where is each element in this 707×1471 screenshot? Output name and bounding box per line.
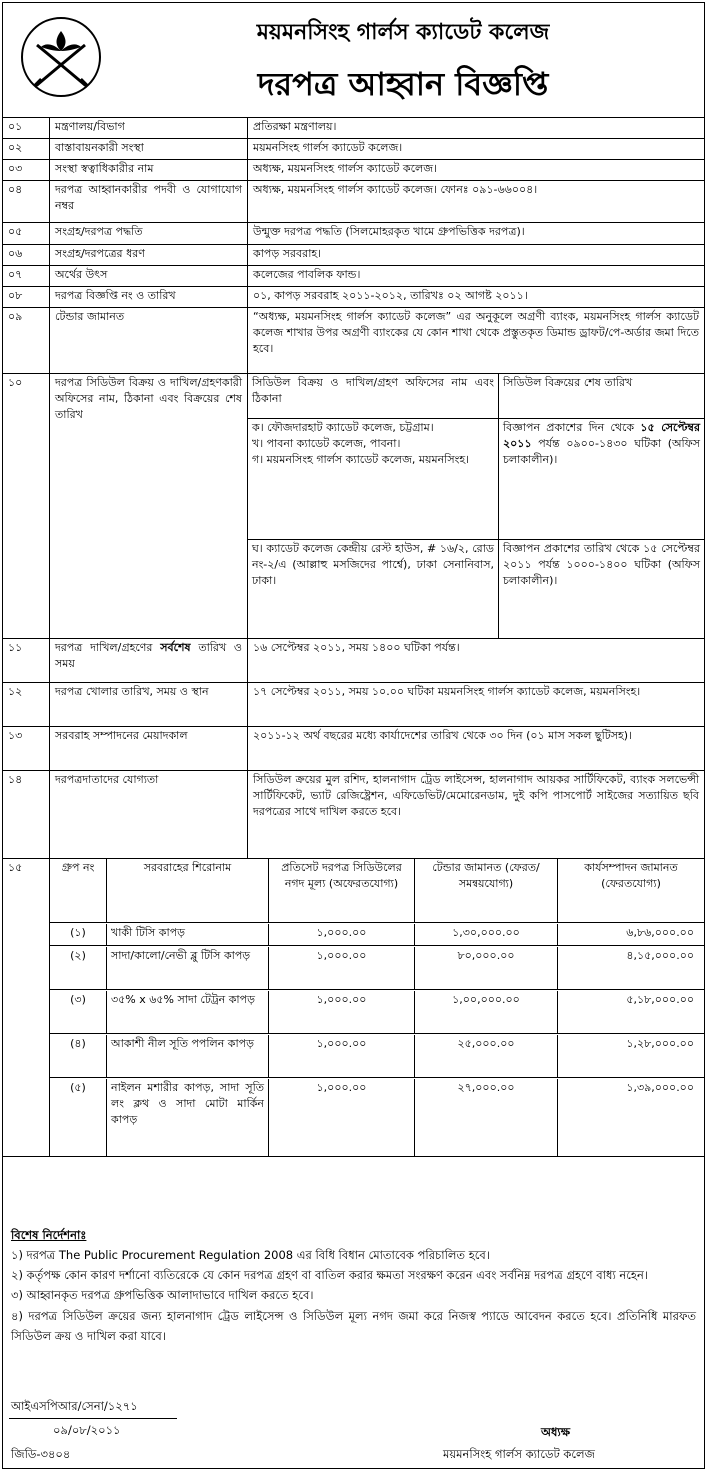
row-label <box>50 639 248 682</box>
row-value: “অধ্যক্ষ, ময়মনসিংহ গার্লস ক্যাডেট কলেজ” এর অনুকূলে অগ্রণী ব্যাংক, ময়মনসিংহ গার্লস ক্যাডেট কলেজ শাখার উপর অগ্রণী ব্যাংকের যে কোন শাখা থেকে প্রস্তুতকৃত ডিমান্ড ড্রাফট/পে-অর্ডার জমা দিতে হবে। <box>253 310 699 355</box>
notice-header <box>3 3 704 118</box>
row-label: দরপত্র সিডিউল বিক্রয় ও দাখিল/গ্রহণকারী অফিসের নাম, ঠিকানা এবং বিক্রয়ের শেষ তারিখ <box>50 374 248 638</box>
instruction-item: ৪) দরপত্র সিডিউল ক্রয়ের জন্য হালনাগাদ ট্রেড লাইসেন্স ও সিডিউল মূল্য নগদ জমা করে নিজস্ব প্যাডে আবেদন করতে হবে। প্রতিনিধি মারফত সিডিউল ক্রয় ও দাখিল করা যাবে। <box>11 1308 696 1343</box>
row-number: ১১ <box>3 639 50 682</box>
row-number: ১৫ <box>3 859 50 1156</box>
row-label: মন্ত্রণালয়/বিভাগ <box>50 118 248 138</box>
row-value: প্রতিরক্ষা মন্ত্রণালয়। <box>253 120 337 133</box>
group-title: খাকী টিসি কাপড় <box>107 924 269 945</box>
row-label: সংগ্রহ/দরপত্রের ধরণ <box>50 245 248 265</box>
deadline-text: পর্যন্ত ০৯০০-১৪৩০ ঘটিকা (অফিস চলাকালীন)। <box>503 436 700 466</box>
row-value: সিডিউল ক্রয়ের মুল রশিদ, হালনাগাদ ট্রেড লাইসেন্স, হালনাগাদ আয়কর সার্টিফিকেট, ব্যাংক সলভেন্সী সার্টিফিকেট, ভ্যাট রেজিষ্ট্রেশন, এফিডেভিট/মেমোরেনডাম, দুই কপি পাসপোর্ট সাইজের সত্যায়িত ছবি দরপত্রের সাথে দাখিল করতে হবে। <box>253 773 699 818</box>
office-dhaka-rest-house: ঘ। ক্যাডেট কলেজ কেন্দ্রীয় রেস্ট হাউস, # ১৬/২, রোড নং-২/এ (আল্লাহু মসজিদের পার্শ্বে), ঢাকা সেনানিবাস, ঢাকা। <box>252 542 494 587</box>
notice-footer <box>3 1398 704 1470</box>
table-row <box>3 245 704 266</box>
row-label: টেন্ডার জামানত <box>50 308 248 373</box>
row-number: ০৬ <box>3 245 50 265</box>
group-row <box>50 1035 704 1078</box>
row-value: কলেজের পাবলিক ফান্ড। <box>253 268 361 281</box>
row-value: উন্মুক্ত দরপত্র পদ্ধতি (সিলমোহরকৃত খামে গ্রুপভিত্তিক দরপত্র)। <box>253 225 525 238</box>
instruction-item: ১) দরপত্র The Public Procurement Regulation 2008 এর বিধি বিধান মোতাবেক পরিচালিত হবে। <box>11 1248 490 1263</box>
group-performance-security: ৬,৮৬,০০০.০০ <box>626 926 694 939</box>
row-number: ০৮ <box>3 287 50 307</box>
group-tender-security: ১,০০,০০০.০০ <box>415 991 558 1033</box>
group-title: নাইলন মশারীর কাপড়, সাদা সূতি লং ক্লথ ও সাদা মোটা মার্কিন কাপড় <box>107 1079 269 1156</box>
group-tender-security: ২৭,০০০.০০ <box>415 1079 558 1156</box>
sales-office-subtable <box>248 374 704 638</box>
row-number: ০৯ <box>3 308 50 373</box>
row-number: ০১ <box>3 118 50 138</box>
table-row <box>3 683 704 727</box>
row-label: বাস্তাবায়নকারী সংস্থা <box>50 139 248 159</box>
group-schedule-price: ১,০০০.০০ <box>269 924 415 945</box>
office-header: সিডিউল বিক্রয় ও দাখিল/গ্রহণ অফিসের নাম এবং ঠিকানা <box>252 376 494 405</box>
table-row <box>3 287 704 308</box>
gd-number: জিডি-৩৪০৪ <box>11 1447 71 1461</box>
row-value: ময়মনসিংহ গার্লস ক্যাডেট কলেজ। <box>253 141 403 154</box>
table-row <box>3 118 704 139</box>
col-header-schedule-price: প্রতিসেট দরপত্র সিডিউলের নগদ মূল্য (অফেরতযোগ্য) <box>269 859 415 922</box>
row-label: সরবরাহ সম্পাদনের মেয়াদকাল <box>50 727 248 770</box>
deadline-date: ১৫ সেপ্টেম্বর ২০১১ <box>503 421 700 450</box>
group-schedule-price: ১,০০০.০০ <box>269 1035 415 1077</box>
group-title: সাদা/কালো/নেভী ব্লু টিসি কাপড় <box>107 947 269 989</box>
tender-details-table <box>3 118 704 1157</box>
group-performance-security: ১,৩৯,০০০.০০ <box>626 1081 694 1094</box>
office-pabna: খ। পাবনা ক্যাডেট কলেজ, পাবনা। <box>252 436 401 450</box>
deadline-header: সিডিউল বিক্রয়ের শেষ তারিখ <box>503 376 633 389</box>
college-name: ময়মনসিংহ গার্লস ক্যাডেট কলেজ <box>256 19 550 45</box>
row-number: ০২ <box>3 139 50 159</box>
group-subtable <box>50 859 704 1156</box>
signatory-organization: ময়মনসিংহ গার্লস ক্যাডেট কলেজ <box>443 1447 595 1461</box>
table-row-groups <box>3 859 704 1157</box>
row-label: অর্থের উৎস <box>50 266 248 286</box>
col-header-title: সরবরাহের শিরোনাম <box>107 859 269 922</box>
group-no: (২) <box>50 947 107 989</box>
tender-notice <box>2 2 705 1469</box>
crossed-swords-emblem-icon <box>19 15 103 99</box>
signatory-title: অধ্যক্ষ <box>541 1425 571 1439</box>
row-number: ১২ <box>3 683 50 726</box>
label-text: দরপত্র দাখিল/গ্রহণের <box>55 641 153 654</box>
label-emphasis: সর্বশেষ <box>160 641 191 654</box>
group-row <box>50 991 704 1034</box>
office-deadline-1 <box>499 419 704 539</box>
group-no: (১) <box>50 924 107 945</box>
col-header-group-no: গ্রুপ নং <box>50 859 107 922</box>
office-list <box>248 419 498 539</box>
table-row <box>3 308 704 374</box>
group-no: (৩) <box>50 991 107 1033</box>
office-deadline-2: বিজ্ঞাপন প্রকাশের তারিখ থেকে ১৫ সেপ্টেম্বর ২০১১ পর্যন্ত ১০০০-১৪০০ ঘটিকা (অফিস চলাকালীন)। <box>503 542 700 587</box>
notice-title: দরপত্র আহ্বান বিজ্ঞপ্তি <box>257 65 549 103</box>
col-header-tender-security: টেন্ডার জামানত (ফেরত/সমন্বয়যোগ্য) <box>415 859 558 922</box>
row-label: দরপত্রদাতাদের যোগ্যতা <box>50 771 248 858</box>
row-value: ১৭ সেপ্টেম্বর ২০১১, সময় ১০.০০ ঘটিকা ময়মনসিংহ গার্লস ক্যাডেট কলেজ, ময়মনসিংহ। <box>253 685 641 698</box>
row-number: ১৩ <box>3 727 50 770</box>
row-number: ০৭ <box>3 266 50 286</box>
table-row <box>3 727 704 771</box>
group-tender-security: ২৫,০০০.০০ <box>415 1035 558 1077</box>
group-title: ৩৫% x ৬৫% সাদা টেট্রন কাপড় <box>107 991 269 1033</box>
row-label: সংস্থা স্বত্বাধিকারীর নাম <box>50 160 248 180</box>
row-label: দরপত্র বিজ্ঞপ্তি নং ও তারিখ <box>50 287 248 307</box>
row-number: ১০ <box>3 374 50 638</box>
row-label: দরপত্র আহ্বানকারীর পদবী ও যোগাযোগ নম্বর <box>50 181 248 222</box>
instruction-item: ৩) আহ্বানকৃত দরপত্র গ্রুপভিত্তিক আলাদাভাবে দাখিল করতে হবে। <box>11 1288 314 1303</box>
group-tender-security: ৮০,০০০.০০ <box>415 947 558 989</box>
group-title: আকাশী নীল সূতি পপলিন কাপড় <box>107 1035 269 1077</box>
group-schedule-price: ১,০০০.০০ <box>269 991 415 1033</box>
group-performance-security: ১,২৮,০০০.০০ <box>626 1037 694 1050</box>
deadline-text: বিজ্ঞাপন প্রকাশের দিন থেকে <box>503 421 635 434</box>
row-label: সংগ্রহ/দরপত্র পদ্ধতি <box>50 223 248 244</box>
special-instructions <box>3 1221 704 1350</box>
group-schedule-price: ১,০০০.০০ <box>269 1079 415 1156</box>
office-mymensingh: গ। ময়মনসিংহ গার্লস ক্যাডেট কলেজ, ময়মনসিংহ। <box>252 452 470 466</box>
row-label: দরপত্র খোলার তারিখ, সময় ও স্থান <box>50 683 248 726</box>
group-row <box>50 1079 704 1156</box>
row-number: ০৩ <box>3 160 50 180</box>
group-performance-security: ৪,১৫,০০০.০০ <box>626 949 694 962</box>
instruction-item: ২) কর্তৃপক্ষ কোন কারণ দর্শানো ব্যতিরেকে যে কোন দরপত্র গ্রহণ বা বাতিল করার ক্ষমতা সংরক্ষণ করেন এবং সর্বনিম্ন দরপত্র গ্রহণে বাধ্য নহেন। <box>11 1268 648 1283</box>
label-text: তারিখ ও সময় <box>55 641 242 670</box>
table-row <box>3 266 704 287</box>
row-value: ০১, কাপড় সরবরাহ ২০১১-২০১২, তারিখঃ ০২ আগষ্ট ২০১১। <box>253 289 528 302</box>
group-no: (৫) <box>50 1079 107 1156</box>
row-value: অধ্যক্ষ, ময়মনসিংহ গার্লস ক্যাডেট কলেজ। ফোনঃ ০৯১-৬৬০০৪। <box>253 183 538 196</box>
row-value: অধ্যক্ষ, ময়মনসিংহ গার্লস ক্যাডেট কলেজ। <box>253 162 438 175</box>
office-faujdarhat: ক। ফৌজদারহাট ক্যাডেট কলেজ, চট্টগ্রাম। <box>252 421 434 434</box>
table-row <box>3 139 704 160</box>
row-number: ১৪ <box>3 771 50 858</box>
group-row <box>50 924 704 946</box>
group-schedule-price: ১,০০০.০০ <box>269 947 415 989</box>
instructions-heading: বিশেষ নির্দেশনাঃ <box>11 1228 87 1242</box>
reference-number: আইএসপিআর/সেনা/১২৭১ <box>11 1399 138 1413</box>
table-row <box>3 771 704 859</box>
table-row <box>3 223 704 245</box>
col-header-performance-security: কার্যসম্পাদন জামানত (ফেরতযোগ্য) <box>584 861 678 890</box>
row-number: ০৫ <box>3 223 50 244</box>
reference-underline <box>9 1418 177 1419</box>
table-row <box>3 639 704 683</box>
table-row <box>3 181 704 223</box>
group-header-row <box>50 859 704 923</box>
notice-date: ০৯/০৮/২০১১ <box>53 1423 121 1437</box>
row-value: কাপড় সরবরাহ। <box>253 247 322 260</box>
group-tender-security: ১,৩০,০০০.০০ <box>415 924 558 945</box>
row-number: ০৪ <box>3 181 50 222</box>
row-value: ১৬ সেপ্টেম্বর ২০১১, সময় ১৪০০ ঘটিকা পর্যন্ত। <box>253 641 460 654</box>
group-no: (৪) <box>50 1035 107 1077</box>
row-value: ২০১১-১২ অর্থ বছরের মধ্যে কার্যাদেশের তারিখ থেকে ৩০ দিন (০১ মাস সকল ছুটিসহ)। <box>253 729 632 742</box>
table-row <box>3 160 704 181</box>
group-performance-security: ৫,১৮,০০০.০০ <box>626 993 694 1006</box>
group-row <box>50 947 704 990</box>
table-row-sales-offices <box>3 374 704 639</box>
